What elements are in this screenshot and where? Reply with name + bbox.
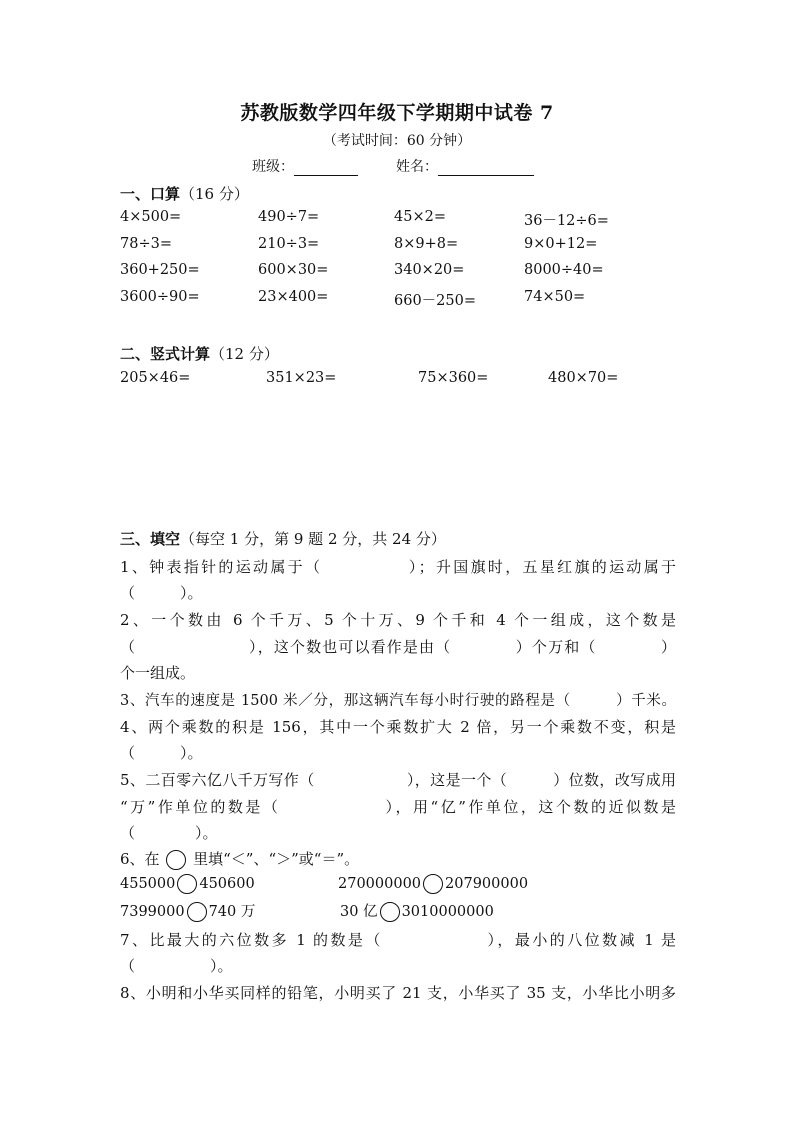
oral-item: 210÷3= xyxy=(258,236,320,252)
compare-right: 740 万 xyxy=(208,904,256,920)
oral-item: 8×9+8= xyxy=(394,236,459,252)
compare-right: 3010000000 xyxy=(401,904,494,920)
fill-line: 4、两个乘数的积是 156，其中一个乘数扩大 2 倍，另一个乘数不变，积是 xyxy=(120,718,676,736)
fill-line: 2、一个数由 6 个千万、5 个十万、9 个千和 4 个一组成，这个数是 xyxy=(120,611,676,629)
oral-item: 78÷3= xyxy=(120,236,172,252)
exam-title: 苏教版数学四年级下学期期中试卷 7 xyxy=(240,102,554,124)
exam-time: （考试时间：60 分钟） xyxy=(322,133,472,149)
vertical-calc-item: 75×360= xyxy=(418,370,489,386)
section1-points: （16 分） xyxy=(180,185,249,203)
fill-line: （ ）。 xyxy=(120,957,233,975)
fill-line: 3、汽车的速度是 1500 米／分，那这辆汽车每小时行驶的路程是（ ）千米。 xyxy=(120,693,676,709)
compare-left: 7399000 xyxy=(120,904,185,920)
oral-item: 3600÷90= xyxy=(120,289,200,305)
oral-item: 340×20= xyxy=(394,262,465,278)
name-label: 姓名： xyxy=(396,159,438,175)
compare-left: 270000000 xyxy=(338,876,422,892)
fill-line: 5、二百零六亿八千万写作（ ），这是一个（ ）位数，改写成用 xyxy=(120,771,676,789)
oral-item: 4×500= xyxy=(120,209,182,225)
fill-line: 7、比最大的六位数多 1 的数是（ ），最小的八位数减 1 是 xyxy=(120,931,676,949)
instruction-prefix: 6、在 xyxy=(120,850,160,868)
compare-circle-icon xyxy=(380,902,400,922)
fill-line: （ ）。 xyxy=(120,584,203,602)
compare-right: 450600 xyxy=(199,876,255,892)
oral-item: 36－12÷6= xyxy=(524,213,609,229)
section2-points: （12 分） xyxy=(210,345,279,363)
fill-line: 1、钟表指针的运动属于（ ）；升国旗时，五星红旗的运动属于 xyxy=(120,558,676,576)
oral-item: 600×30= xyxy=(258,262,329,278)
oral-item: 45×2= xyxy=(394,209,446,225)
oral-item: 490÷7= xyxy=(258,209,320,225)
section3-points: （每空 1 分，第 9 题 2 分，共 24 分） xyxy=(180,530,446,548)
fill-line: 8、小明和小华买同样的铅笔，小明买了 21 支，小华买了 35 支，小华比小明多 xyxy=(120,984,676,1002)
oral-item: 8000÷40= xyxy=(524,262,604,278)
section3-heading xyxy=(120,528,446,549)
compare-left: 30 亿 xyxy=(340,904,378,920)
fill-line: （ ），这个数也可以看作是由（ ）个万和（ ） xyxy=(120,638,676,656)
fill-line: 个一组成。 xyxy=(120,664,196,682)
compare-left: 455000 xyxy=(120,876,176,892)
section3-title: 三、填空 xyxy=(120,530,181,548)
oral-item: 23×400= xyxy=(258,289,329,305)
compare-item xyxy=(120,900,255,922)
fill-line-compare-instruction xyxy=(120,848,676,870)
oral-item: 9×0+12= xyxy=(524,236,598,252)
compare-item xyxy=(340,900,494,922)
name-field xyxy=(396,156,534,176)
name-blank xyxy=(438,161,534,176)
class-label: 班级： xyxy=(252,159,294,175)
class-blank xyxy=(294,161,358,176)
compare-circle-icon xyxy=(187,902,207,922)
circle-placeholder-icon xyxy=(166,850,186,870)
section2-title: 二、竖式计算 xyxy=(120,345,211,363)
compare-item xyxy=(338,874,528,894)
instruction-suffix: 里填“＜”、“＞”或“＝”。 xyxy=(193,850,360,868)
vertical-calc-item: 205×46= xyxy=(120,370,191,386)
fill-line: “万”作单位的数是（ ），用“亿”作单位，这个数的近似数是 xyxy=(120,798,676,816)
class-field xyxy=(252,156,358,176)
section1-heading xyxy=(120,183,249,204)
oral-item: 360+250= xyxy=(120,262,200,278)
vertical-calc-item: 351×23= xyxy=(266,370,337,386)
compare-item xyxy=(120,874,255,894)
oral-item: 74×50= xyxy=(524,289,586,305)
oral-item: 660－250= xyxy=(394,293,477,309)
fill-line: （ ）。 xyxy=(120,744,203,762)
section1-title: 一、口算 xyxy=(120,185,181,203)
vertical-calc-item: 480×70= xyxy=(548,370,619,386)
compare-right: 207900000 xyxy=(445,876,529,892)
compare-circle-icon xyxy=(423,874,443,894)
fill-line: （ ）。 xyxy=(120,824,218,842)
compare-circle-icon xyxy=(177,874,197,894)
section2-heading xyxy=(120,343,279,364)
